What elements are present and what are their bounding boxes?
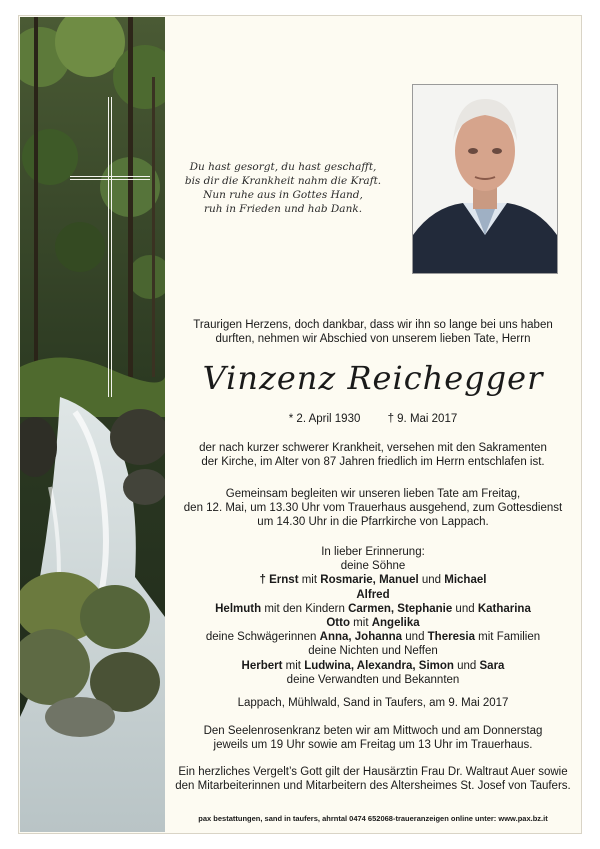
thanks-line: den Mitarbeiterinnen und Mitarbeitern des Altersheimes St. Josef von Taufers.	[175, 780, 571, 793]
death-date: † 9. Mai 2017	[387, 413, 458, 425]
rosary-line: Den Seelenrosenkranz beten wir am Mittwoch und am Donnerstag	[203, 725, 543, 737]
life-dates	[170, 412, 576, 426]
mourners-line: deine Verwandten und Bekannten	[286, 673, 460, 686]
rosary-line: jeweils um 19 Uhr sowie am Freitag um 13 Uhr im Trauerhaus.	[213, 739, 533, 752]
funeral-info	[170, 487, 576, 530]
mourners-line: deine Nichten und Neffen	[308, 645, 438, 658]
poem	[160, 160, 406, 216]
mourners-line: deine Söhne	[340, 560, 406, 573]
footer-imprint: pax bestattungen, sand in taufers, ahrntal 0474 652068-traueranzeigen online unter: www.pax.bz.it	[198, 814, 548, 823]
mourners-line: Herbert mit Ludwina, Alexandra, Simon und Sara	[241, 659, 505, 672]
intro-line: durften, nehmen wir Abschied von unserem lieben Tate, Herrn	[215, 333, 531, 346]
mourners-heading: In lieber Erinnerung:	[321, 546, 425, 558]
mourners-line: Otto mit Angelika	[326, 617, 420, 630]
poem-line: Nun ruhe aus in Gottes Hand,	[203, 189, 363, 201]
deceased-name: Vinzenz Reichegger	[202, 359, 544, 397]
poem-line: Du hast gesorgt, du hast geschafft,	[189, 161, 377, 173]
funeral-line: um 14.30 Uhr in die Pfarrkirche von Lappach.	[257, 516, 489, 529]
funeral-line: den 12. Mai, um 13.30 Uhr vom Trauerhaus ausgehend, zum Gottesdienst	[183, 502, 563, 515]
mourners-list	[170, 545, 576, 687]
notice-line: der nach kurzer schwerer Krankheit, versehen mit den Sakramenten	[199, 442, 547, 454]
rosary-info	[170, 724, 576, 752]
thanks-text	[170, 765, 576, 793]
intro-line: Traurigen Herzens, doch dankbar, dass wir ihn so lange bei uns haben	[193, 319, 553, 331]
intro-text	[170, 318, 576, 346]
birth-date: * 2. April 1930	[288, 413, 361, 425]
mourners-line: † Ernst mit Rosmarie, Manuel und Michael	[259, 574, 487, 587]
place-date: Lappach, Mühlwald, Sand in Taufers, am 9. Mai 2017	[237, 697, 509, 709]
mourners-line: Alfred	[356, 588, 390, 601]
cross-horizontal	[70, 176, 150, 180]
portrait-photo	[412, 84, 558, 274]
poem-line: ruh in Frieden und hab Dank.	[203, 203, 363, 215]
cross-vertical	[108, 97, 112, 397]
mourners-line: Helmuth mit den Kindern Carmen, Stephanie und Katharina	[215, 602, 531, 615]
mourners-line: deine Schwägerinnen Anna, Johanna und Theresia mit Familien	[205, 631, 541, 644]
notice-line: der Kirche, im Alter von 87 Jahren friedlich im Herrn entschlafen ist.	[201, 456, 545, 469]
waterfall-photo	[20, 17, 165, 832]
poem-line: bis dir die Krankheit nahm die Kraft.	[184, 175, 382, 187]
thanks-line: Ein herzliches Vergelt’s Gott gilt der Hausärztin Frau Dr. Waltraut Auer sowie	[178, 766, 568, 778]
funeral-line: Gemeinsam begleiten wir unseren lieben Tate am Freitag,	[225, 488, 521, 500]
death-notice	[170, 441, 576, 469]
